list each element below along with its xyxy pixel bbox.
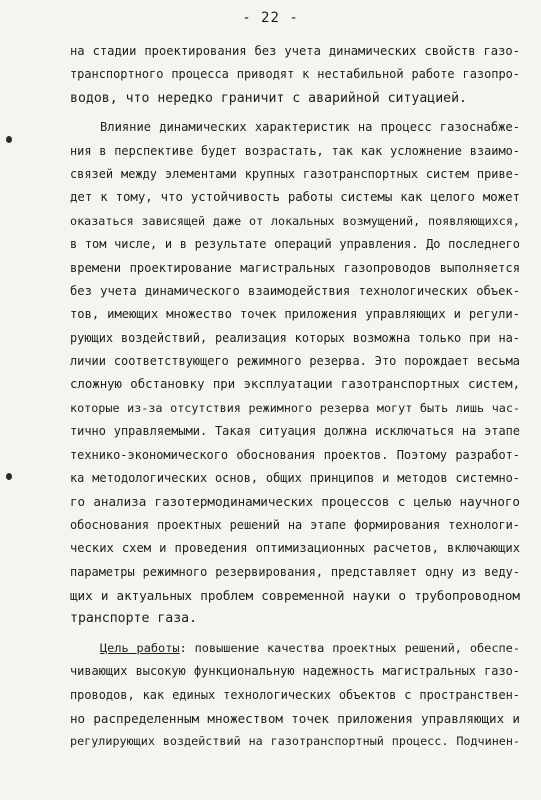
text-line: личии соответствующего режимного резерва. Это порождает весьма bbox=[70, 354, 520, 369]
text-line: тов, имеющих множество точек приложения управляющих и регули- bbox=[70, 307, 520, 322]
paragraph bbox=[70, 637, 520, 754]
text-line: водов, что нередко граничит с аварийной ситуацией. bbox=[70, 90, 467, 106]
text-line: на стадии проектирования без учета динамических свойств газо- bbox=[70, 44, 520, 58]
text-line: которые из-за отсутствия режимного резерва могут быть лишь час- bbox=[70, 400, 520, 415]
text-line: ческих схем и проведения оптимизационных расчетов, включающих bbox=[70, 541, 520, 556]
punch-hole-mark bbox=[6, 136, 12, 143]
text-line: щих и актуальных проблем современной науки о трубопроводном bbox=[70, 587, 520, 603]
paragraph bbox=[70, 116, 520, 631]
text-line: технико-экономического обоснования проектов. Поэтому разработ- bbox=[70, 447, 520, 462]
text-line: обоснования проектных решений на этапе формирования технологи- bbox=[70, 517, 520, 532]
text-line: Влияние динамических характеристик на процесс газоснабже- bbox=[100, 120, 520, 135]
text-line: го анализа газотермодинамических процессов с целью научного bbox=[70, 494, 520, 510]
text-line: транспортного процесса приводят к нестабильной работе газопро- bbox=[70, 67, 520, 82]
text-line: дет к тому, что устойчивость работы системы как целого может bbox=[70, 190, 520, 205]
text-line: связей между элементами крупных газотранспортных систем приве- bbox=[70, 166, 520, 181]
text-line: в том числе, и в результате операций управления. До последнего bbox=[70, 237, 520, 252]
goal-text: : повышение качества проектных решений, обеспе- bbox=[179, 640, 520, 655]
text-line: но распределенным множеством точек приложения управляющих и bbox=[70, 710, 520, 726]
text-line: без учета динамического взаимодействия технологических объек- bbox=[70, 283, 520, 298]
paragraph bbox=[70, 40, 520, 110]
body-text bbox=[70, 40, 520, 754]
page-number: - 22 - bbox=[242, 10, 299, 26]
text-line: времени проектирование магистральных газопроводов выполняется bbox=[70, 260, 520, 275]
text-line: параметры режимного резервирования, представляет одну из веду- bbox=[70, 564, 520, 579]
text-line: проводов, как единых технологических объектов с пространствен- bbox=[70, 687, 520, 702]
text-line: рующих воздействий, реализация которых возможна только при на- bbox=[70, 330, 520, 345]
text-line: ка методологических основ, общих принципов и методов системно- bbox=[70, 471, 520, 486]
text-line: регулирующих воздействий на газотранспортный процесс. Подчинен- bbox=[70, 734, 520, 749]
text-line: тично управляемыми. Такая ситуация должна исключаться на этапе bbox=[70, 424, 520, 439]
text-line: ния в перспективе будет возрастать, так как усложнение взаимо- bbox=[70, 143, 520, 158]
text-line: сложную обстановку при эксплуатации газотранспортных систем, bbox=[70, 377, 520, 392]
goal-label: Цель работы bbox=[100, 640, 180, 655]
text-line: оказаться зависящей даже от локальных возмущений, появляющихся, bbox=[70, 213, 520, 228]
text-line bbox=[70, 637, 520, 660]
text-line: чивающих высокую функциональную надежность магистральных газо- bbox=[70, 664, 520, 679]
punch-hole-mark bbox=[6, 473, 12, 480]
text-line: транспорте газа. bbox=[70, 611, 198, 627]
